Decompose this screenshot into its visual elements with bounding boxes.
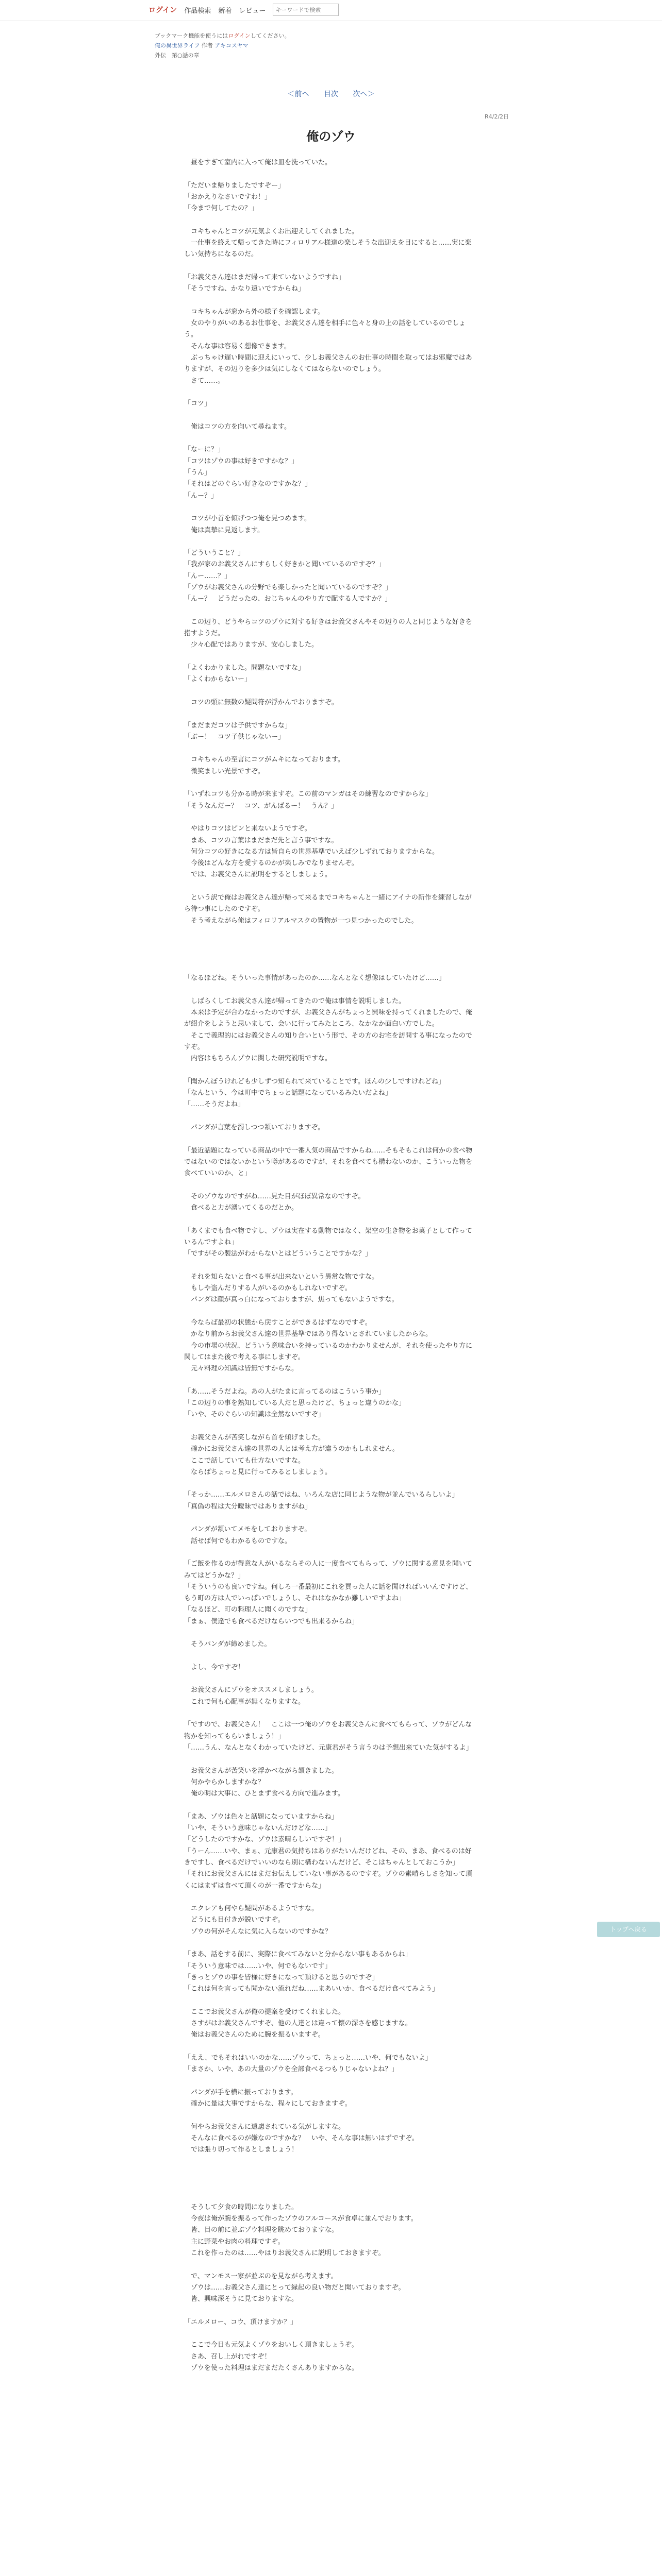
work-title-line [155, 41, 290, 50]
nav-new-arrivals[interactable]: 新着 [218, 7, 232, 15]
author-link[interactable]: アキコスヤマ [214, 42, 249, 49]
author-label: 作者 [201, 42, 213, 49]
work-header-info [155, 31, 290, 60]
bookmark-login-note [155, 31, 290, 41]
work-title-link[interactable]: 俺の異世界ライフ [155, 42, 200, 49]
nav-reviews[interactable]: レビュー [239, 7, 266, 15]
chapter-pager-top [0, 89, 662, 99]
login-link[interactable]: ログイン [148, 6, 177, 14]
top-nav-inner [148, 4, 339, 16]
top-navigation-bar [0, 0, 662, 21]
login-note-prefix: ブックマーク機能を使うには [155, 32, 228, 39]
nav-search-works[interactable]: 作品検索 [184, 7, 211, 15]
login-note-suffix: してください。 [250, 32, 290, 39]
keyword-search-input[interactable] [273, 4, 339, 16]
login-note-link[interactable]: ログイン [228, 32, 251, 39]
chapter-body-text: 昼をすぎて室内に入って俺は皿を洗っていた。 「ただいま帰りましたですぞー」 「おかえりなさいですわ！」 「今まで何してたの？」 コキちゃんとコツが元気よくお出迎えしてくれました。 一仕事を終えて帰ってきた時にフィロリアル様達の楽しそうな出迎えを目にすると……実に楽しい気持ちになるのだ。 「お義父さん達はまだ帰って来ていないようですね」 「そうですね、かなり遠いですからね」 コキちゃんが窓から外の様子を確認します。 女のやりがいのあるお仕事を、お義父さん達を相手に色々と身の上の話をしているのでしょう。 そんな事は容易く想像できます。 ぶっちゃけ遅い時間に迎えにいって、少しお義父さんのお仕事の時間を取ってはお邪魔ではありますが、その辺りを多少は気にしなくてはならないのでしょう。 さて……。 「コツ」 俺はコツの方を向いて尋ねます。 「なーに？」 「コツはゾウの事は好きですかな？」 「うん」 「それはどのぐらい好きなのですかな？」 「んー？」 コツが小首を傾げつつ俺を見つめます。 俺は真摯に見返します。 「どういうこと？」 「我が家のお義父さんにすらしく好きかと聞いているのですぞ？」 「んー……？」 「ゾウがお義父さんの分野でも楽しかったと聞いているのですぞ？」 「んー？ どうだったの、おじちゃんのやり方で配する人ですか？」 この辺り、どうやらコツのゾウに対する好きはお義父さんやその辺りの人と同じような好きを指すようだ。 少々心配ではありますが、安心しました。 「よくわかりました。問題ないですな」 「よくわからないー」 コツの頭に無数の疑問符が浮かんでおりますぞ。 「まだまだコツは子供ですからな」 「ぶー！ コツ子供じゃないー」 コキちゃんの至言にコツがムキになっております。 微笑ましい光景ですぞ。 「いずれコツも分かる時が来ますぞ。この前のマンガはその練習なのですからな」 「そうなんだー？ コツ、がんばるー！ うん？」 やはりコツはピンと来ないようですぞ。 まあ、コツの言葉はまだまだ先と言う事ですな。 何分コツの好きになる方は皆自らの世界基準でいえば少しずれておりますからな。 今後はどんな方を愛するのかが楽しみでなりませんぞ。 では、お義父さんに説明をするとしましょう。 という訳で俺はお義父さん達が帰って来るまでコキちゃんと一緒にアイナの新作を練習しながら待つ事にしたのですぞ。 そう考えながら俺はフィロリアルマスクの置物が一つ見つかったのでした。 「なるほどね。そういった事情があったのか……なんとなく想像はしていたけど……」 しばらくしてお義父さん達が帰ってきたので俺は事情を説明しました。 本来は予定が合わなかったのですが、お義父さんがちょっと興味を持ってくれましたので、俺が紹介をしようと思いまして、会いに行ってみたところ、なかなか面白い方でした。 そこで義理的にはお義父さんの知り合いという形で、その方のお宅を訪問する事になったのですぞ。 内容はもちろんゾウに関した研究説明ですな。 「聞かんぼうけれども少しずつ知られて来ていることです。ほんの少しですけれどね」 「なんという、今は町中でちょっと話題になっているみたいだよね」 「……そうだよね」 パンダが言葉を濁しつつ頷いておりますぞ。 「最近話題になっている商品の中で一番人気の商品ですからね……そもそもこれは何かの食べ物ではないのではないかという噂があるのですが、それを食べても構わないのか、こういった物を食べていいのか、と」 そのゾウなのですがね……見た目がほぼ異常なのですぞ。 食べると力が湧いてくるのだとか。 「あくまでも食べ物ですし、ゾウは実在する動物ではなく、架空の生き物をお菓子として作っているんですよね」 「ですがその製法がわからないとはどういうことですかな？」 それを知らないと食べる事が出来ないという異常な物ですな。 もしや盗んだりする人がいるのかもしれないですぞ。 パンダは顔が真っ白になっておりますが、焦ってもないようですな。 今ならば最初の状態から戻すことができるはずなのですぞ。 かなり前からお義父さん達の世界基準ではあり得ないとされていましたからな。 今の市場の状況、どういう意味合いを持っているのかわかりませんが、それを使ったやり方に関してはまた後で考える事にしますぞ。 元々料理の知識は皆無ですからな。 「あ……そうだよね。あの人がたまに言ってるのはこういう事か」 「この辺りの事を熟知している人だと思ったけど、ちょっと違うのかな」 「いや、そのぐらいの知識は全然ないですぞ」 お義父さんが苦笑しながら首を傾げました。 確かにお義父さん達の世界の人とは考え方が違うのかもしれません。 ここで話していても仕方ないですな。 ならばちょっと見に行ってみるとしましょう。 「そっか……エルメロさんの話ではね、いろんな店に同じような物が並んでいるらしいよ」 「真偽の程は大分曖昧ではありますがね」 パンダが頷いてメモをしておりますぞ。 話せば何でもわかるものですな。 「ご飯を作るのが得意な人がいるならその人に一度食べてもらって、ゾウに関する意見を聞いてみてはどうかな？」 「そういうのも良いですね。何しろ一番最初にこれを買った人に話を聞ければいいんですけど、もう町の方は人でいっぱいでしょうし、それはなかなか難しいですよね」 「なるほど、町の料理人に聞くのですな」 「まぁ、僕達でも食べるだけならいつでも出来るからね」 そうパンダが締めました。 よし、今ですぞ！ お義父さんにゾウをオススメしましょう。 これで何も心配事が無くなりますな。 「ですので、お義父さん！ ここは一つ俺のゾウをお義父さんに食べてもらって、ゾウがどんな物かを知ってもらいましょう！」 「……うん、なんとなくわかっていたけど、元康君がそう言うのは予想出来ていた気がするよ」 お義父さんが苦笑いを浮かべながら頷きました。 何かやらかしますかな？ 俺の明は大事に、ひとまず食べる方向で進みます。 「まあ、ゾウは色々と話題になっていますからね」 「いや、そういう意味じゃないんだけどな……」 「どうしたのですかな、ゾウは素晴らしいですぞ！」 「うーん……いや、まぁ、元康君の気持ちはありがたいんだけどね、その、まあ、食べるのは好きですし、食べるだけでいいのなら別に構わないんだけど、そこはちゃんとしておこうか」 「それにお義父さんにはまだお伝えしていない事があるのですぞ。ゾウの素晴らしさを知って頂くにはまずは食べて頂くのが一番ですからな」 エクレアも何やら疑問があるようですな。 どうにも目付きが鋭いですぞ。 ゾウの何がそんなに気に入らないのですかな？ 「まあ、話をする前に、実際に食べてみないと分からない事もあるからね」 「そういう意味では……いや、何でもないです」 「きっとゾウの事を皆様に好きになって頂けると思うのですぞ」 「これは何を言っても聞かない流れだね……まあいいか、食べるだけ食べてみよう」 ここでお義父さんが俺の提案を受けてくれました。 さすがはお義父さんですぞ、他の人達とは違って懐の深さを感じますな。 俺はお義父さんのために腕を振るいますぞ。 「ええ、でもそれはいいのかな……ゾウって、ちょっと……いや、何でもないよ」 「まさか、いや、あの大量のゾウを全部食べるつもりじゃないよね？」 パンダが手を横に振っております。 確かに量は大事ですからな、程々にしておきますぞ。 何やらお義父さんに遠慮されている気がしますな。 そんなに食べるのが嫌なのですかな？ いや、そんな事は無いはずですぞ。 では張り切って作るとしましょう！ そうして夕食の時間になりました。 今夜は俺が腕を振るって作ったゾウのフルコースが食卓に並んでおります。 皆、目の前に並ぶゾウ料理を眺めておりますな。 主に野菜やお肉の料理ですぞ。 これを作ったのは……やはりお義父さんに説明しておきますぞ。 で、マンモス一家が並ぶのを見ながら考えます。 ゾウは……お義父さん達にとって縁起の良い物だと聞いておりますぞ。 皆、興味深そうに見ておりますな。 「エルメロー、コウ、頂けますか？」 ここで今日も元気よくゾウをおいしく頂きましょうぞ。 さあ、召し上がれですぞ！ ゾウを使った料理はまだまだたくさんありますからな。 [184, 159, 473, 2372]
chapter-title: 俺のゾウ [306, 129, 356, 144]
chapter-date: R4/2/2日 [485, 113, 509, 120]
back-to-top-button[interactable]: トップへ戻る [597, 1922, 660, 1937]
next-chapter-link[interactable]: 次へ＞ [353, 90, 375, 98]
chapter-info: 外伝 第○話の章 [155, 52, 200, 59]
table-of-contents-link[interactable]: 目次 [324, 90, 338, 98]
prev-chapter-link[interactable]: ＜前へ [287, 90, 309, 98]
